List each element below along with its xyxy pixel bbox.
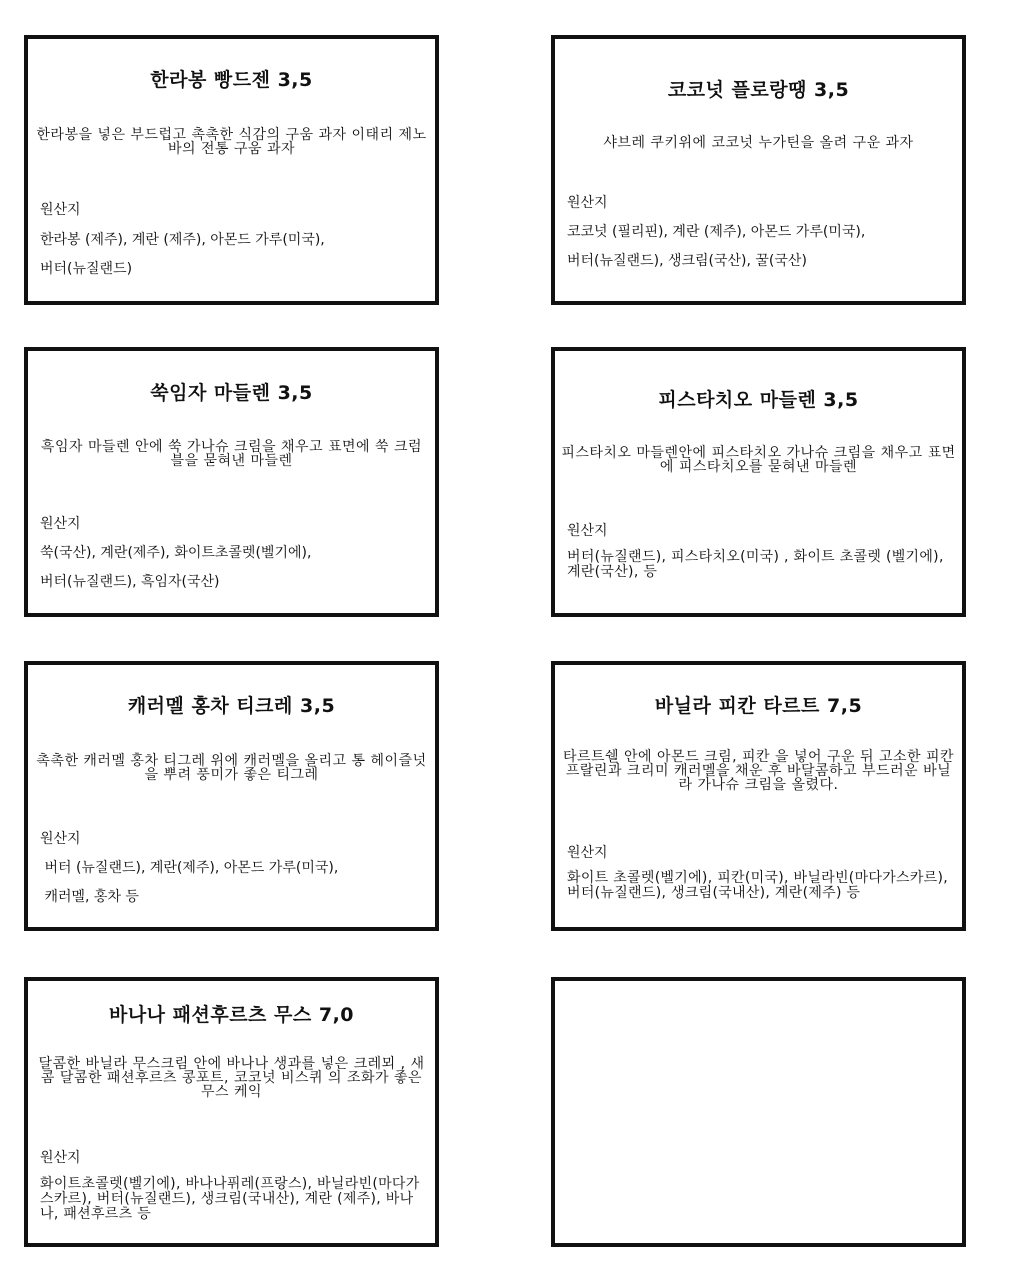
origin-label: 원산지 <box>40 202 81 218</box>
menu-card-ssuk-madeleine <box>24 347 439 617</box>
origin-line: 버터(뉴질랜드), 생크림(국산), 꿀(국산) <box>567 253 807 269</box>
origin-label: 원산지 <box>567 523 608 539</box>
card-description: 한라봉을 넣은 부드럽고 촉촉한 식감의 구움 과자 이태리 제노바의 전통 구움 과자 <box>36 127 427 157</box>
card-description: 달콤한 바닐라 무스크림 안에 바나나 생과를 넣은 크레뫼 , 새콤 달콤한 패션후르츠 콩포트, 코코넛 비스퀴 의 조화가 좋은 무스 케익 <box>38 1056 425 1100</box>
menu-card-pistachio-madeleine <box>551 347 966 617</box>
origin-text: 버터(뉴질랜드), 피스타치오(미국) , 화이트 초콜렛 (벨기에), 계란(국산), 등 <box>567 549 944 580</box>
origin-line: 쑥(국산), 계란(제주), 화이트초콜렛(벨기에), <box>40 545 312 561</box>
card-title: 바닐라 피칸 타르트 7,5 <box>654 695 863 717</box>
card-title: 캐러멜 홍차 티크레 3,5 <box>127 695 336 717</box>
menu-card-hallabong <box>24 35 439 305</box>
card-title: 쑥임자 마들렌 3,5 <box>150 382 313 404</box>
card-title: 바나나 패션후르츠 무스 7,0 <box>108 1004 355 1026</box>
origin-label: 원산지 <box>40 516 81 532</box>
origin-label: 원산지 <box>40 831 81 847</box>
origin-text: 화이트 초콜렛(벨기에), 피칸(미국), 바닐라빈(마다가스카르), 버터(뉴질랜드), 생크림(국내산), 계란(제주) 등 <box>567 870 949 901</box>
origin-line: 버터(뉴질랜드) <box>40 261 133 277</box>
menu-card-coconut <box>551 35 966 305</box>
origin-label: 원산지 <box>567 845 608 861</box>
origin-line: 버터 (뉴질랜드), 계란(제주), 아몬드 가루(미국), <box>40 860 339 876</box>
origin-label: 원산지 <box>40 1150 81 1166</box>
card-description: 피스타치오 마들렌안에 피스타치오 가나슈 크림을 채우고 표면에 피스타치오를 묻혀낸 마들렌 <box>561 445 956 475</box>
menu-card-pecan-tart <box>551 661 966 931</box>
card-title: 피스타치오 마들렌 3,5 <box>658 389 859 411</box>
empty-card <box>551 977 966 1247</box>
card-title: 한라봉 빵드젠 3,5 <box>150 69 313 91</box>
menu-card-banana-mousse <box>24 977 439 1247</box>
origin-line: 버터(뉴질랜드), 흑임자(국산) <box>40 574 220 590</box>
origin-line: 캐러멜, 홍차 등 <box>40 889 139 905</box>
origin-line: 한라봉 (제주), 계란 (제주), 아몬드 가루(미국), <box>40 232 325 248</box>
card-description: 샤브레 쿠키위에 코코넛 누가틴을 올려 구운 과자 <box>603 135 914 151</box>
card-description: 타르트쉘 안에 아몬드 크림, 피칸 을 넣어 구운 뒤 고소한 피칸 프랄린과 크리미 캐러멜을 채운 후 바달콤하고 부드러운 바닐라 가나슈 크림을 올렸다. <box>562 749 955 793</box>
card-description: 흑임자 마들렌 안에 쑥 가나슈 크림을 채우고 표면에 쑥 크럼블을 묻혀낸 마들렌 <box>40 439 423 469</box>
card-title: 코코넛 플로랑땡 3,5 <box>667 79 850 101</box>
origin-line: 코코넛 (필리핀), 계란 (제주), 아몬드 가루(미국), <box>567 224 866 240</box>
menu-card-caramel-tigre <box>24 661 439 931</box>
card-description: 촉촉한 캐러멜 홍차 티그레 위에 캐러멜을 올리고 통 헤이즐넛을 뿌려 풍미가 좋은 티그레 <box>36 753 427 783</box>
origin-text: 화이트초콜렛(벨기에), 바나나퓌레(프랑스), 바닐라빈(마다가스카르), 버터(뉴질랜드), 생크림(국내산), 계란 (제주), 바나나, 패션후르츠 등 <box>40 1176 420 1222</box>
origin-label: 원산지 <box>567 195 608 211</box>
